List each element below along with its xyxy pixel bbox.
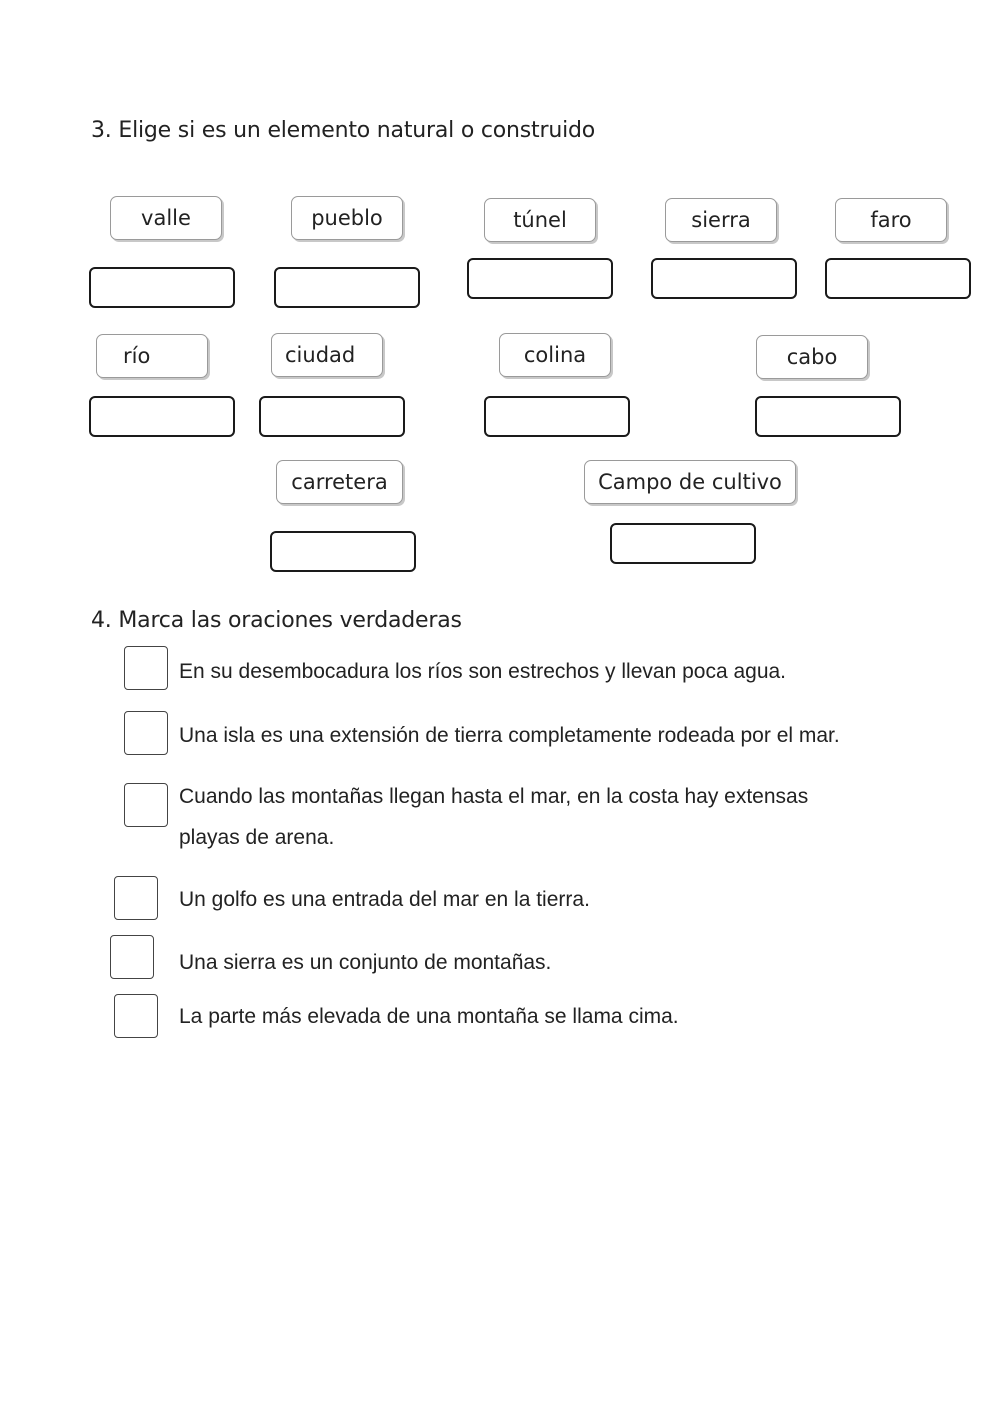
word-card-carretera[interactable]: carretera (276, 460, 403, 504)
answer-box-ciudad[interactable] (259, 396, 405, 437)
statement-2: Una isla es una extensión de tierra completamente rodeada por el mar. (179, 724, 840, 747)
section-3-title: 3. Elige si es un elemento natural o construido (91, 118, 596, 143)
word-card-tunel[interactable]: túnel (484, 198, 596, 242)
answer-box-carretera[interactable] (270, 531, 416, 572)
checkbox-statement-6[interactable] (114, 994, 158, 1038)
answer-box-rio[interactable] (89, 396, 235, 437)
word-card-campo-de-cultivo[interactable]: Campo de cultivo (584, 460, 796, 504)
answer-box-sierra[interactable] (651, 258, 797, 299)
statement-4: Un golfo es una entrada del mar en la tierra. (179, 888, 590, 911)
word-card-cabo[interactable]: cabo (756, 335, 868, 379)
word-card-colina[interactable]: colina (499, 333, 611, 377)
word-card-pueblo[interactable]: pueblo (291, 196, 403, 240)
checkbox-statement-2[interactable] (124, 711, 168, 755)
answer-box-valle[interactable] (89, 267, 235, 308)
statement-1: En su desembocadura los ríos son estrechos y llevan poca agua. (179, 660, 787, 683)
statement-5: Una sierra es un conjunto de montañas. (179, 951, 552, 974)
answer-box-pueblo[interactable] (274, 267, 420, 308)
checkbox-statement-3[interactable] (124, 783, 168, 827)
answer-box-faro[interactable] (825, 258, 971, 299)
word-card-valle[interactable]: valle (110, 196, 222, 240)
statement-3-line-2: playas de arena. (179, 826, 335, 849)
answer-box-campo-de-cultivo[interactable] (610, 523, 756, 564)
word-card-sierra[interactable]: sierra (665, 198, 777, 242)
word-card-rio[interactable]: río (96, 334, 208, 378)
section-4-title: 4. Marca las oraciones verdaderas (91, 608, 462, 633)
checkbox-statement-4[interactable] (114, 876, 158, 920)
checkbox-statement-5[interactable] (110, 935, 154, 979)
word-card-faro[interactable]: faro (835, 198, 947, 242)
answer-box-tunel[interactable] (467, 258, 613, 299)
answer-box-colina[interactable] (484, 396, 630, 437)
statement-3-line-1: Cuando las montañas llegan hasta el mar, en la costa hay extensas (179, 785, 809, 808)
statement-6: La parte más elevada de una montaña se llama cima. (179, 1005, 679, 1028)
answer-box-cabo[interactable] (755, 396, 901, 437)
checkbox-statement-1[interactable] (124, 646, 168, 690)
word-card-ciudad[interactable]: ciudad (271, 333, 383, 377)
